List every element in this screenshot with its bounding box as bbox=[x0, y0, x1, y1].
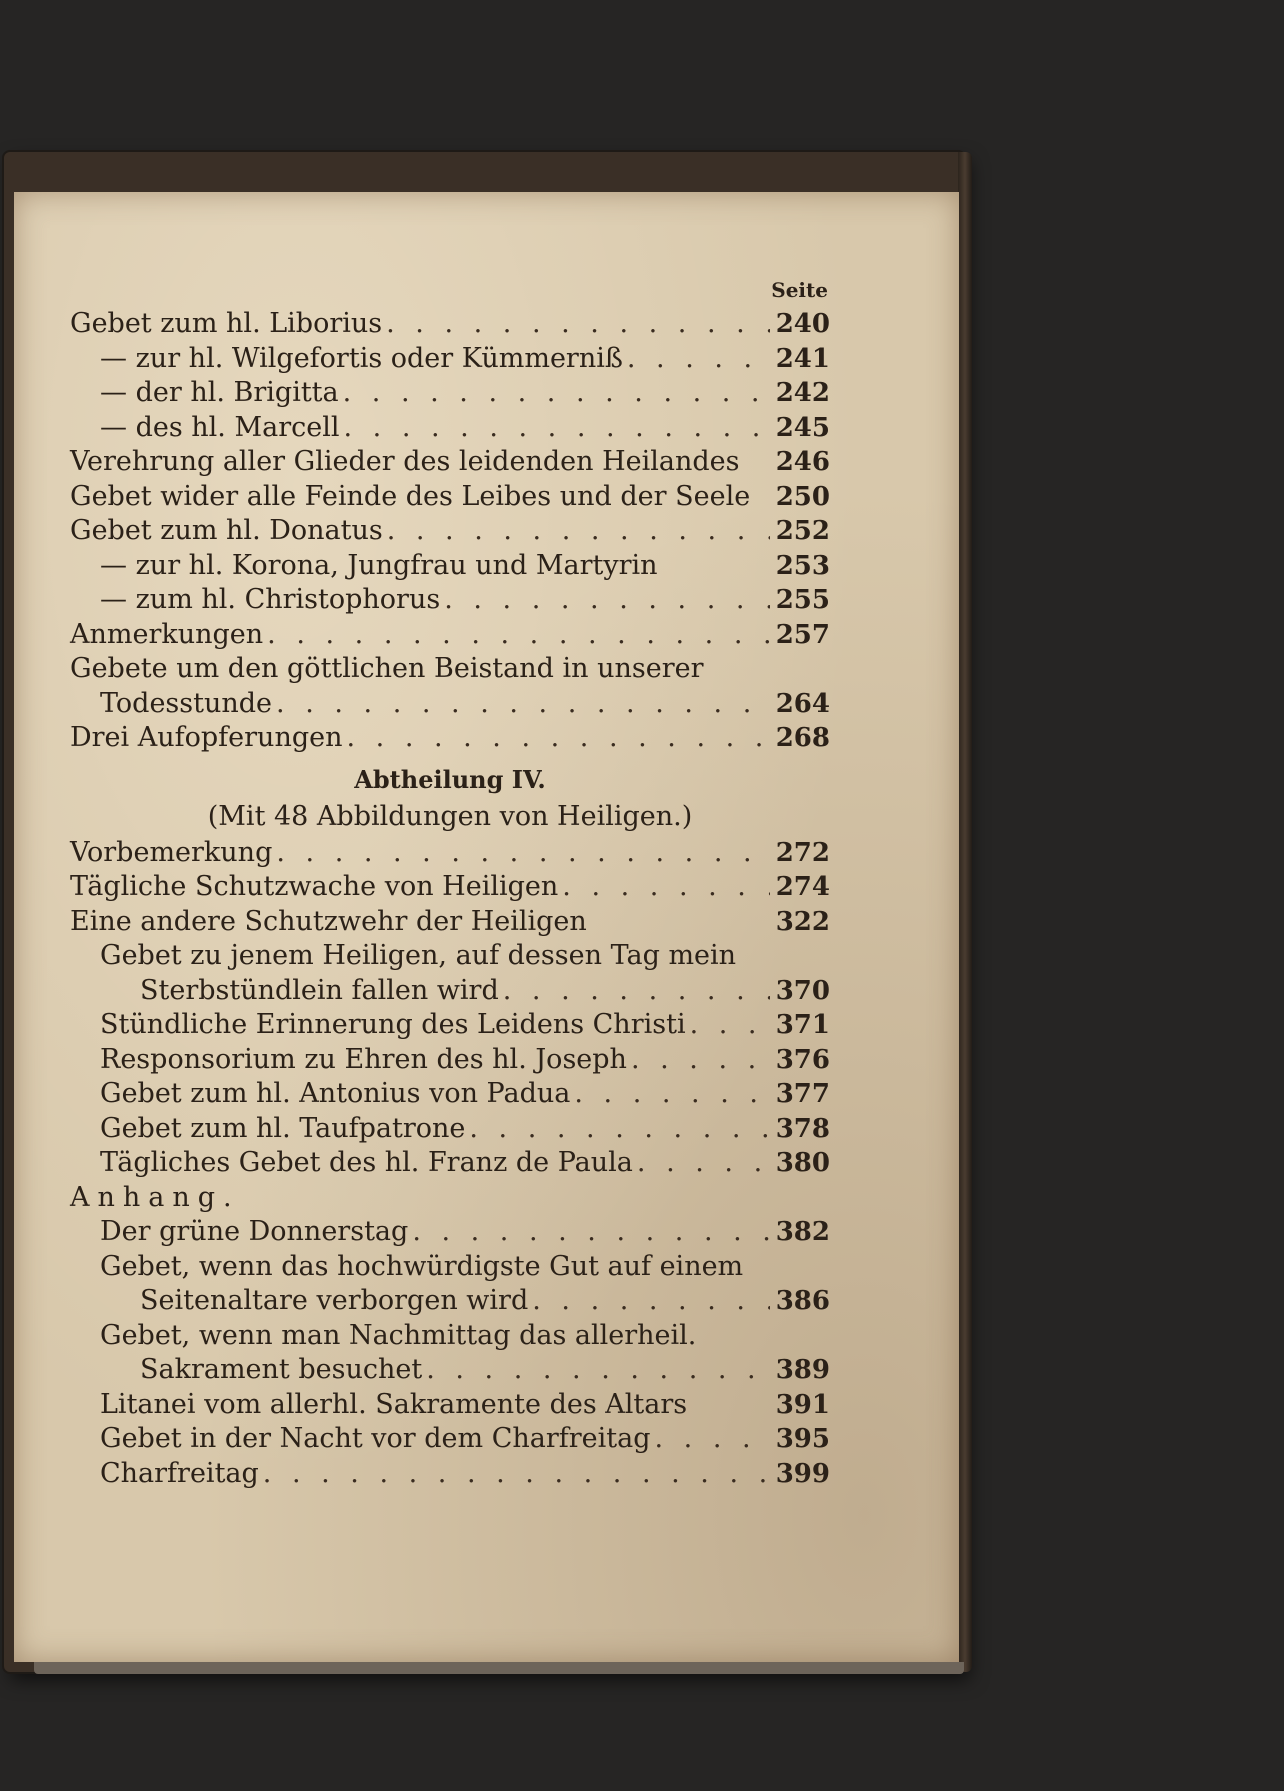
toc-entry bbox=[70, 377, 830, 412]
toc-entry bbox=[70, 975, 830, 1010]
toc-entry-title: — zur hl. Korona, Jungfrau und Martyrin bbox=[100, 549, 658, 581]
leader-dots bbox=[422, 1354, 770, 1385]
leader-dots bbox=[633, 1147, 770, 1178]
toc-entry bbox=[70, 1354, 830, 1389]
toc-entry-page: 371 bbox=[775, 1010, 830, 1040]
toc-entry-page: 268 bbox=[775, 723, 830, 753]
leader-dots bbox=[465, 1113, 770, 1144]
book-bottom-edge bbox=[34, 1662, 964, 1674]
toc-entry-page: 252 bbox=[775, 516, 830, 546]
toc-entry-title: Sakrament besuchet bbox=[140, 1354, 423, 1385]
leader-dots bbox=[339, 377, 770, 408]
toc-entry bbox=[70, 837, 830, 872]
toc-entry-page: 242 bbox=[775, 378, 830, 408]
leader-dots bbox=[686, 1009, 770, 1040]
leader-dots bbox=[382, 308, 770, 339]
toc-entry bbox=[70, 1009, 830, 1044]
toc-entry bbox=[70, 1285, 830, 1320]
toc-entry-page: 322 bbox=[775, 906, 830, 937]
toc-entry bbox=[70, 619, 830, 654]
toc-entry bbox=[70, 343, 830, 378]
leader-dots bbox=[383, 515, 770, 546]
leader-dots bbox=[342, 722, 770, 753]
leader-dots bbox=[651, 1423, 770, 1454]
toc-entry-title: — der hl. Brigitta bbox=[100, 377, 339, 408]
toc-entry-title: — zum hl. Christophorus bbox=[100, 584, 441, 615]
toc-entry-title: Gebet zu jenem Heiligen, auf dessen Tag mein bbox=[100, 940, 737, 971]
toc-entry bbox=[70, 1216, 830, 1251]
toc-entry bbox=[70, 550, 830, 585]
toc-entry-title: Seitenaltare verborgen wird bbox=[140, 1285, 529, 1316]
toc-entry-title: Gebet zum hl. Liborius bbox=[70, 308, 383, 339]
toc-entry-page: 378 bbox=[775, 1113, 830, 1144]
toc-entry-title: Drei Aufopferungen bbox=[70, 722, 343, 753]
toc-entry-title: Todesstunde bbox=[100, 687, 273, 719]
toc-entry-title: Gebet in der Nacht vor dem Charfreitag bbox=[100, 1423, 651, 1454]
toc-entry-title: Sterbstündlein fallen wird bbox=[140, 974, 499, 1006]
toc-entry-title: Eine andere Schutzwehr der Heiligen bbox=[70, 905, 587, 937]
leader-dots bbox=[499, 975, 770, 1006]
toc-entry-page: 255 bbox=[775, 585, 830, 615]
leader-dots bbox=[528, 1285, 770, 1316]
toc-entry-title: Gebet, wenn das hochwürdigste Gut auf einem bbox=[100, 1250, 744, 1282]
toc-entry bbox=[70, 1044, 830, 1079]
toc-entry-page: 246 bbox=[775, 447, 830, 477]
toc-entry-title: Gebet zum hl. Antonius von Padua bbox=[100, 1078, 571, 1109]
toc-entry-title: Gebete um den göttlichen Beistand in unserer bbox=[70, 653, 704, 684]
toc-entry-title: Gebet zum hl. Taufpatrone bbox=[100, 1112, 466, 1144]
toc-entry bbox=[70, 653, 830, 688]
toc-entry-title: Responsorium zu Ehren des hl. Joseph bbox=[100, 1043, 627, 1075]
toc-entry-title: Gebet wider alle Feinde des Leibes und der Seele bbox=[70, 480, 751, 512]
toc-entry bbox=[70, 1113, 830, 1148]
toc-entry-title: Verehrung aller Glieder des leidenden Heilandes bbox=[70, 446, 740, 477]
toc-entry bbox=[70, 906, 830, 941]
toc-entry-page: 253 bbox=[775, 550, 830, 581]
page-column-header: Seite bbox=[771, 278, 828, 302]
anhang-heading: Anhang. bbox=[70, 1181, 240, 1213]
toc-entry-page: 274 bbox=[775, 872, 830, 902]
toc-entry-page: 380 bbox=[775, 1148, 830, 1178]
toc-entry-title: Stündliche Erinnerung des Leidens Christi bbox=[100, 1009, 686, 1040]
toc-entry bbox=[70, 1078, 830, 1113]
toc-entry-page: 376 bbox=[775, 1044, 830, 1075]
toc-entry bbox=[70, 722, 830, 757]
toc-entry-page: 370 bbox=[775, 975, 830, 1006]
toc-entry bbox=[70, 1147, 830, 1182]
leader-dots bbox=[627, 1044, 770, 1075]
toc-entry-page: 391 bbox=[775, 1389, 830, 1420]
toc-entry-title: — zur hl. Wilgefortis oder Kümmerniß bbox=[100, 342, 623, 374]
toc-entry-page: 386 bbox=[775, 1286, 830, 1316]
book-spine bbox=[958, 152, 972, 1672]
toc-entry-page: 395 bbox=[775, 1424, 830, 1454]
leader-dots bbox=[558, 871, 770, 902]
toc-entry bbox=[70, 412, 830, 447]
leader-dots bbox=[272, 837, 770, 868]
leader-dots bbox=[340, 412, 771, 443]
toc-entry bbox=[70, 1389, 830, 1424]
toc-entry-title: Gebet, wenn man Nachmittag das allerheil. bbox=[100, 1319, 697, 1351]
toc-entry bbox=[70, 871, 830, 906]
section-subheading: (Mit 48 Abbildungen von Heiligen.) bbox=[207, 800, 693, 832]
toc-entry-title: Vorbemerkung bbox=[70, 836, 273, 868]
toc-entry-page: 377 bbox=[775, 1079, 830, 1109]
toc-entry bbox=[70, 688, 830, 723]
leader-dots bbox=[408, 1216, 770, 1247]
toc-entry bbox=[70, 446, 830, 481]
toc-entry-page: 264 bbox=[775, 688, 830, 719]
toc-entry bbox=[70, 308, 830, 343]
toc-entry-title: — des hl. Marcell bbox=[100, 411, 340, 443]
anhang-heading-row bbox=[70, 1182, 830, 1217]
toc-entry-page: 250 bbox=[775, 481, 830, 512]
toc-entry-title: Charfreitag bbox=[100, 1457, 259, 1489]
toc-entry-title: Anmerkungen bbox=[70, 618, 264, 650]
leader-dots bbox=[272, 688, 770, 719]
leader-dots bbox=[263, 619, 770, 650]
section-heading: Abtheilung IV. bbox=[354, 764, 546, 794]
toc-entry-title: Der grüne Donnerstag bbox=[100, 1216, 409, 1247]
toc-entry-page: 240 bbox=[775, 309, 830, 339]
toc-entry bbox=[70, 1320, 830, 1355]
leader-dots bbox=[440, 584, 770, 615]
toc-entry bbox=[70, 1423, 830, 1458]
toc-entry bbox=[70, 1458, 830, 1493]
toc-entry-page: 399 bbox=[775, 1458, 830, 1489]
toc-entry-page: 272 bbox=[775, 837, 830, 868]
toc-entry-page: 245 bbox=[775, 412, 830, 443]
toc-entry-page: 382 bbox=[775, 1217, 830, 1247]
toc-entry bbox=[70, 584, 830, 619]
table-of-contents bbox=[70, 278, 830, 1492]
toc-entry-title: Gebet zum hl. Donatus bbox=[70, 515, 383, 546]
toc-entry-page: 389 bbox=[775, 1355, 830, 1385]
leader-dots bbox=[570, 1078, 770, 1109]
toc-entry bbox=[70, 481, 830, 516]
toc-entry-page: 241 bbox=[775, 343, 830, 374]
toc-entry-title: Tägliche Schutzwache von Heiligen bbox=[70, 871, 559, 902]
leader-dots bbox=[259, 1458, 770, 1489]
toc-entry bbox=[70, 515, 830, 550]
toc-entry-title: Tägliches Gebet des hl. Franz de Paula bbox=[100, 1147, 633, 1178]
toc-entry bbox=[70, 940, 830, 975]
toc-entry-page: 257 bbox=[775, 619, 830, 650]
toc-entry bbox=[70, 1251, 830, 1286]
leader-dots bbox=[623, 343, 770, 374]
toc-entry-title: Litanei vom allerhl. Sakramente des Altars bbox=[100, 1388, 688, 1420]
